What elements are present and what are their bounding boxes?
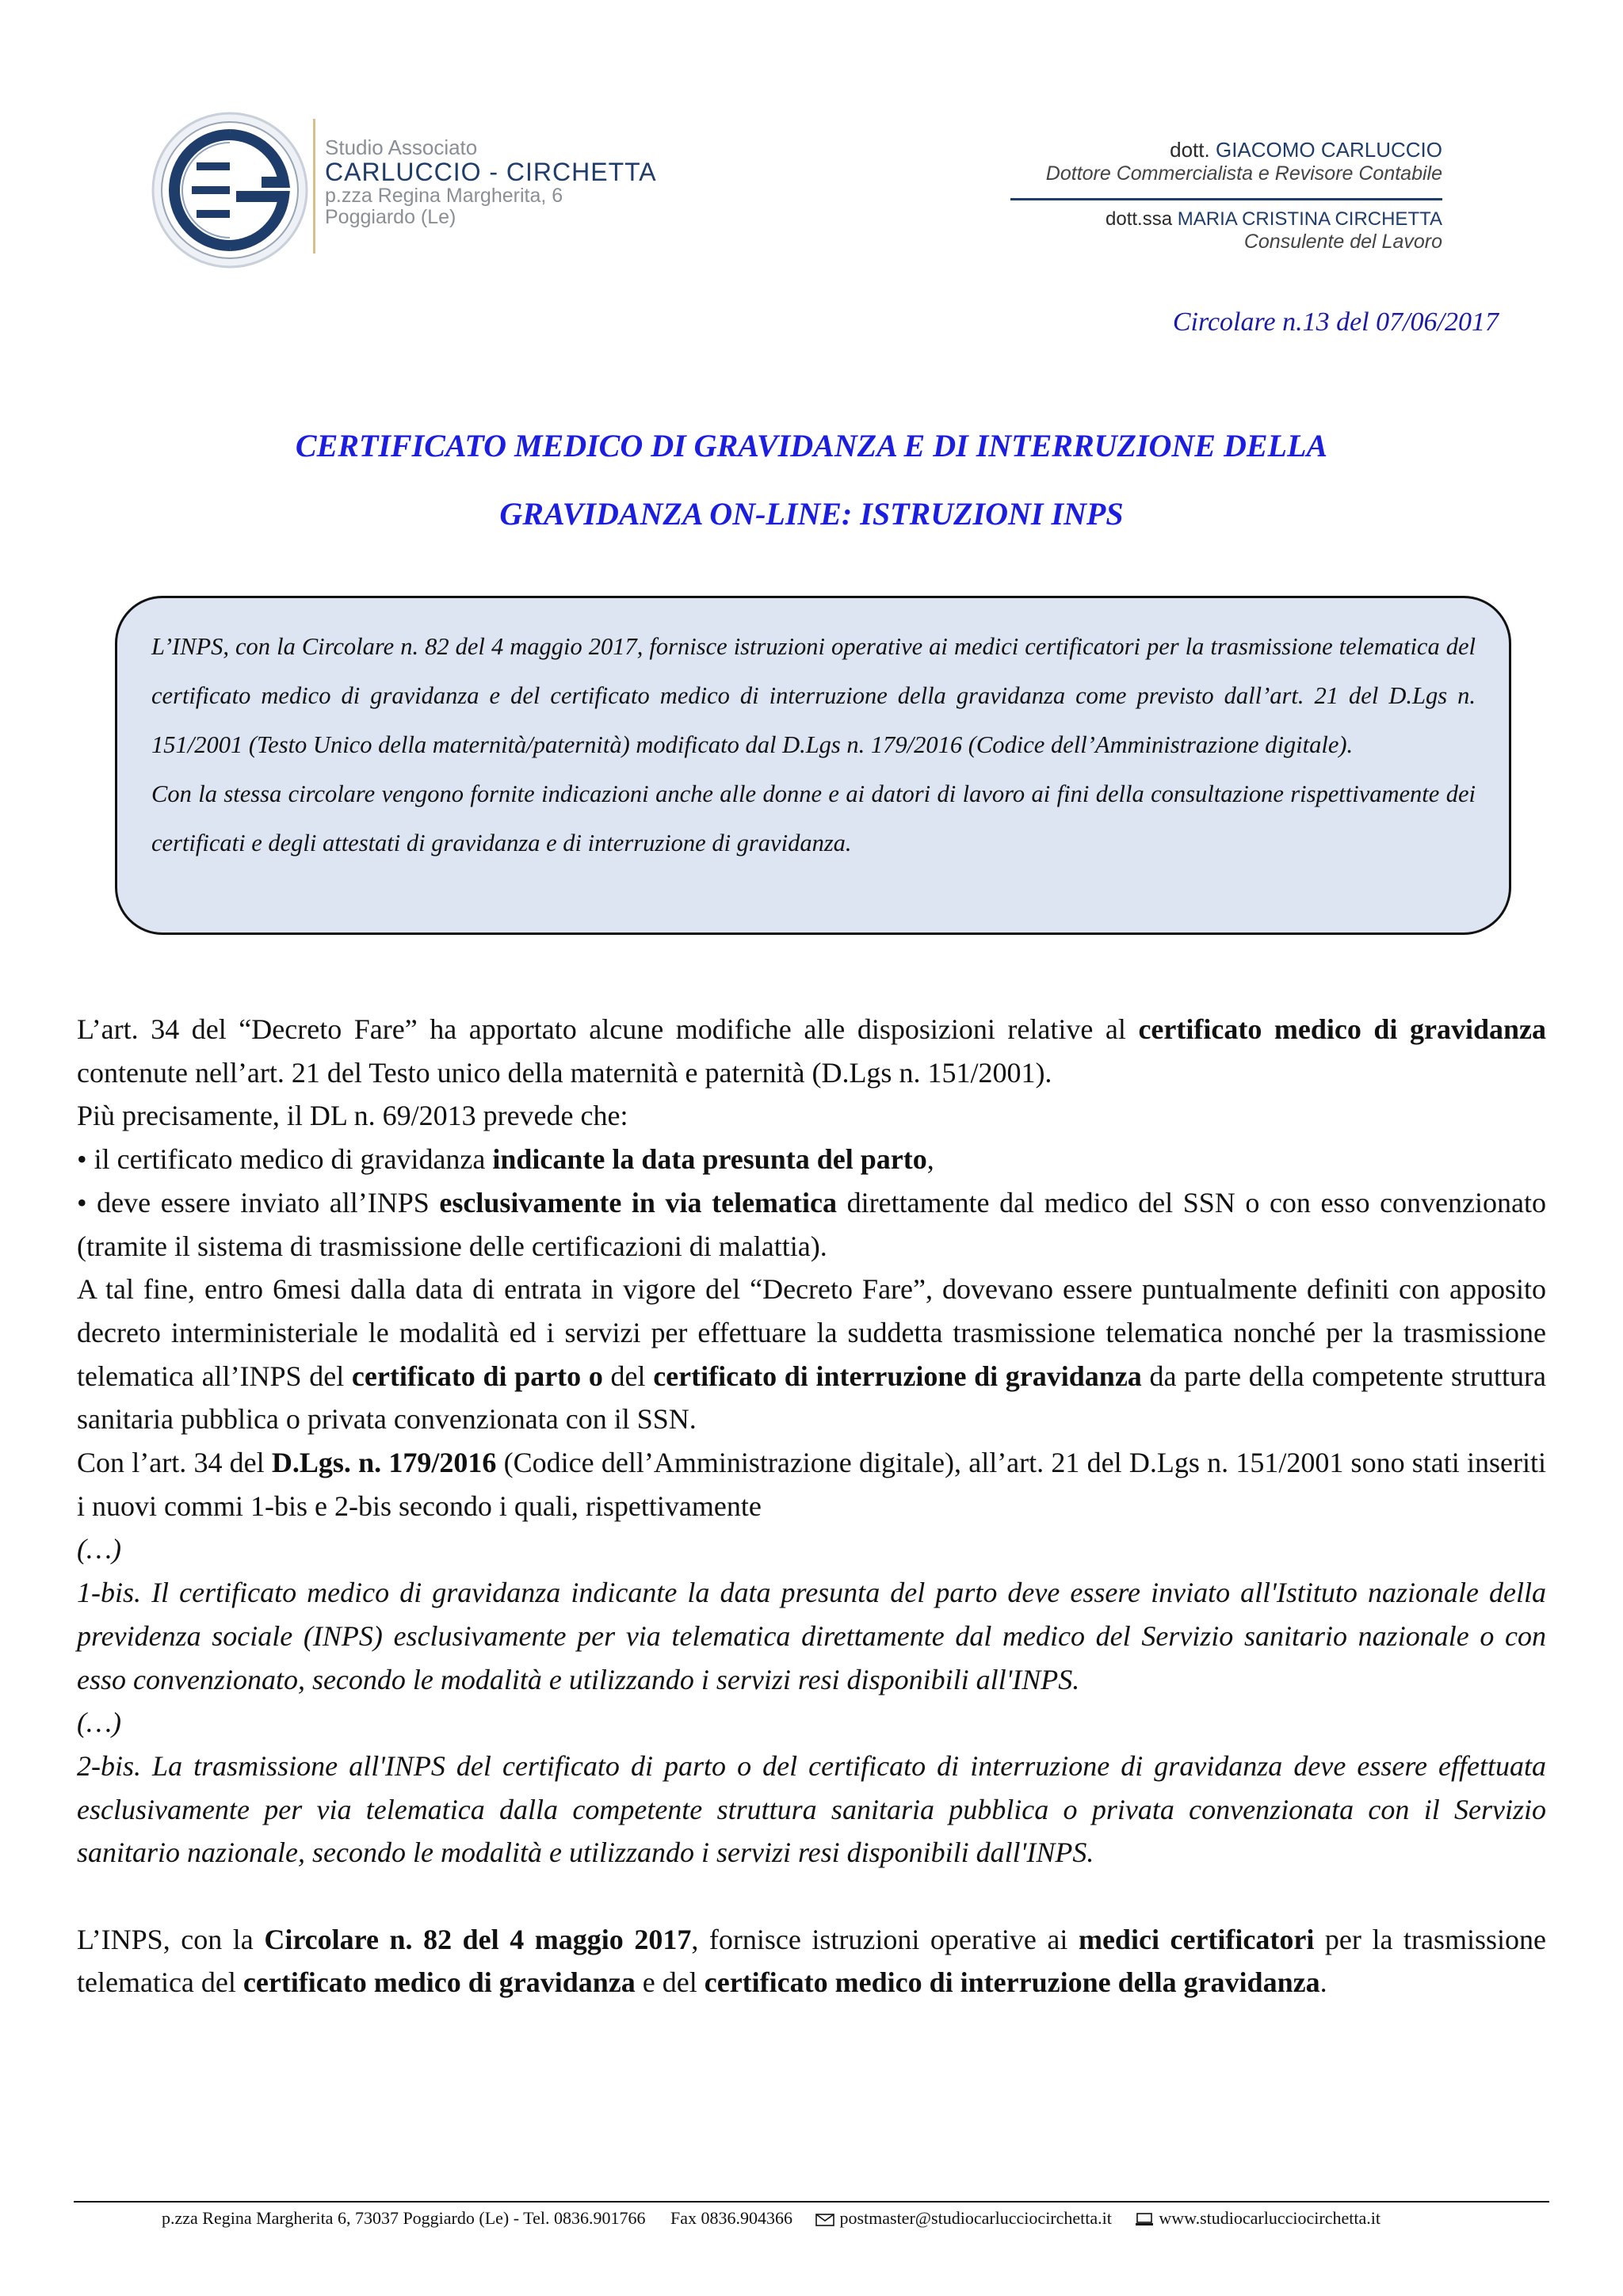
title-line-2: GRAVIDANZA ON-LINE: ISTRUZIONI INPS: [499, 496, 1124, 532]
paragraph-spacer: [77, 1875, 1546, 1918]
body-paragraph-1: L’art. 34 del “Decreto Fare” ha apportato alcune modifiche alle disposizioni relative al certificato medico di gravidanza contenute nell’art. 21 del Testo unico della maternità e paternità (D.Lgs n. 151/2001).: [77, 1013, 1546, 1089]
studio-address: p.zza Regina Margherita, 6: [325, 185, 563, 207]
professional-2-role: Consulente del Lavoro: [1243, 231, 1442, 253]
computer-icon: [1135, 2213, 1154, 2227]
footer-website[interactable]: www.studiocarlucciocirchetta.it: [1159, 2208, 1381, 2228]
professional-1-name: [1010, 138, 1442, 162]
professional-1-surname: GIACOMO CARLUCCIO: [1215, 138, 1442, 162]
studio-name-block: [325, 136, 657, 228]
document-title: [119, 412, 1504, 548]
studio-line-1: Studio Associato: [325, 135, 478, 159]
abstract-paragraph-1: L’INPS, con la Circolare n. 82 del 4 maggio 2017, fornisce istruzioni operative ai medici certificatori per la trasmissione telematica del certificato medico di gravidanza e del certificato medico di interruzione della gravidanza come previsto dall’art. 21 del D.Lgs n. 151/2001 (Testo Unico della maternità/paternità) modificato dal D.Lgs n. 179/2016 (Codice dell’Amministrazione digitale).: [151, 633, 1476, 758]
footer-address: p.zza Regina Margherita 6, 73037 Poggiardo (Le) - Tel. 0836.901766: [162, 2208, 646, 2228]
footer-rule: [74, 2201, 1549, 2203]
abstract-box: [115, 596, 1511, 935]
cg-monogram-logo-icon: [151, 111, 309, 269]
header-rule: [1010, 198, 1442, 200]
comma-2-bis: 2-bis. La trasmissione all'INPS del certificato di parto o del certificato di interruzione di gravidanza deve essere effettuata esclusivamente per via telematica dalla competente struttura sanitaria pubblica o privata convenzionata con il Servizio sanitario nazionale, secondo le modalità e utilizzando i servizi resi disponibili dall'INPS.: [77, 1749, 1546, 1869]
bullet-item-2: • deve essere inviato all’INPS esclusivamente in via telematica direttamente dal medico del SSN o con esso convenzionato (tramite il sistema di trasmissione delle certificazioni di malattia).: [77, 1186, 1546, 1262]
studio-city: Poggiardo (Le): [325, 206, 456, 228]
body-paragraph-5: L’INPS, con la Circolare n. 82 del 4 maggio 2017, fornisce istruzioni operative ai medici certificatori per la trasmissione telematica del certificato medico di gravidanza e del certificato medico di interruzione della gravidanza.: [77, 1923, 1546, 1999]
studio-name: CARLUCCIO - CIRCHETTA: [325, 158, 657, 186]
title-line-1: CERTIFICATO MEDICO DI GRAVIDANZA E DI INTERRUZIONE DELLA: [295, 428, 1328, 463]
professional-2-name: [1010, 208, 1442, 231]
ellipsis-2: (…): [77, 1707, 121, 1739]
footer: [162, 2207, 1381, 2229]
logo-divider: [313, 119, 315, 254]
abstract-paragraph-2: Con la stessa circolare vengono fornite indicazioni anche alle donne e ai datori di lavoro ai fini della consultazione rispettivamente dei certificati e degli attestati di gravidanza e di interruzione di gravidanza.: [151, 780, 1476, 856]
body-paragraph-4: Con l’art. 34 del D.Lgs. n. 179/2016 (Codice dell’Amministrazione digitale), all’art. 21 del D.Lgs n. 151/2001 sono stati inseriti i nuovi commi 1-bis e 2-bis secondo i quali, rispettivamente: [77, 1447, 1547, 1522]
circolare-reference: Circolare n.13 del 07/06/2017: [1172, 307, 1499, 337]
footer-fax: Fax 0836.904366: [670, 2208, 792, 2228]
body-text: [77, 1008, 1546, 2004]
body-paragraph-2: Più precisamente, il DL n. 69/2013 prevede che:: [77, 1100, 628, 1132]
envelope-icon: [815, 2213, 834, 2227]
professional-2-prefix: dott.ssa: [1106, 208, 1173, 230]
professional-1-prefix: dott.: [1170, 138, 1210, 162]
ellipsis-1: (…): [77, 1533, 121, 1566]
footer-email[interactable]: postmaster@studiocarlucciocirchetta.it: [839, 2208, 1112, 2228]
comma-1-bis: 1-bis. Il certificato medico di gravidanza indicante la data presunta del parto deve essere inviato all'Istituto nazionale della previdenza sociale (INPS) esclusivamente per via telematica direttamente dal medico del Servizio sanitario nazionale o con esso convenzionato, secondo le modalità e utilizzando i servizi resi disponibili all'INPS.: [77, 1577, 1546, 1695]
body-paragraph-3: A tal fine, entro 6mesi dalla data di entrata in vigore del “Decreto Fare”, dovevano essere puntualmente definiti con apposito decreto interministeriale le modalità ed i servizi per effettuare la suddetta trasmissione telematica nonché per la trasmissione telematica all’INPS del certificato di parto o del certificato di interruzione di gravidanza da parte della competente struttura sanitaria pubblica o privata convenzionata con il SSN.: [77, 1273, 1546, 1436]
professionals-block: [1010, 138, 1442, 253]
professional-2-surname: MARIA CRISTINA CIRCHETTA: [1177, 208, 1442, 230]
bullet-item-1: • il certificato medico di gravidanza indicante la data presunta del parto,: [77, 1143, 934, 1176]
professional-1-role: Dottore Commercialista e Revisore Contabile: [1045, 162, 1442, 185]
